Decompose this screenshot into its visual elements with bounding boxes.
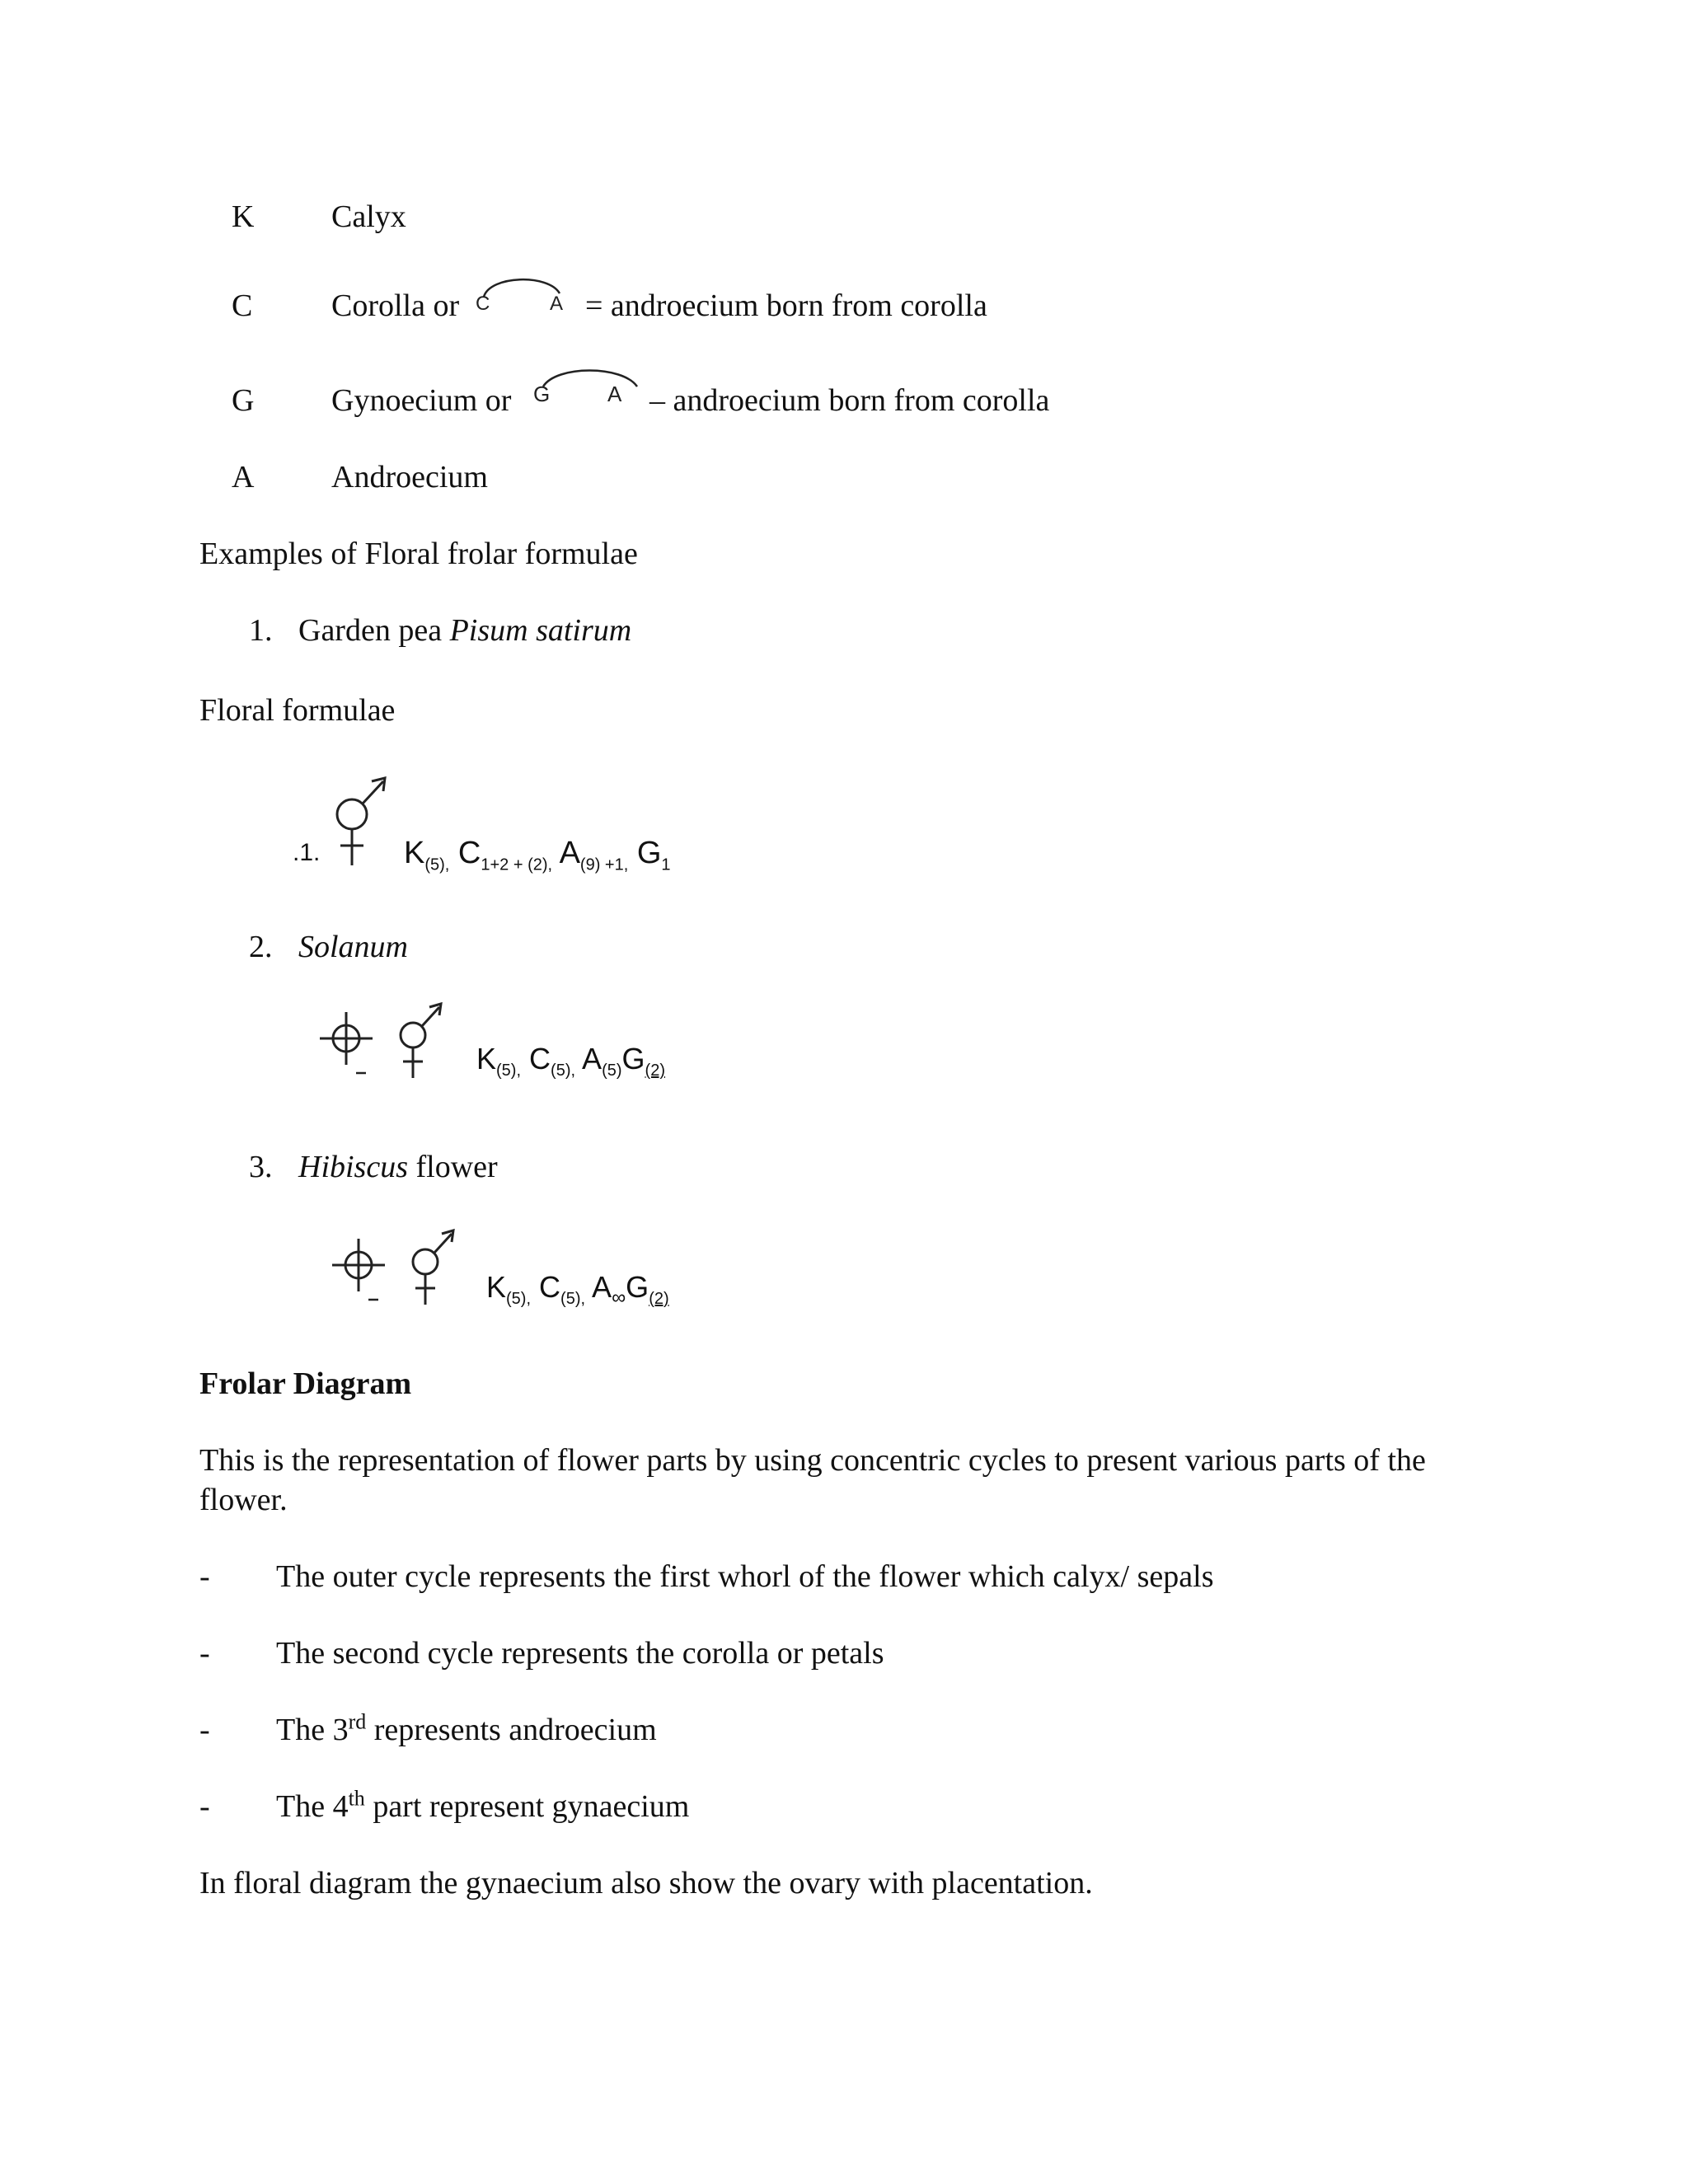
example-3-species: Hibiscus	[298, 1150, 408, 1184]
closing-sentence: In floral diagram the gynaecium also show the ovary with placentation.	[199, 1866, 1093, 1900]
bullet-4-text-pre: The 4	[276, 1789, 349, 1824]
formula-2-k: K	[476, 1042, 497, 1076]
formula-1-k: K	[404, 836, 425, 870]
gynoecium-androecium-arc-symbol	[532, 367, 647, 413]
formula-1-g: G	[636, 836, 662, 870]
legend-text-corolla: Corolla or	[331, 288, 460, 323]
formula-1-c-count: 1+2 + (2),	[481, 855, 553, 874]
arc-symbol-a: A	[607, 382, 622, 406]
legend-text-calyx: Calyx	[331, 199, 406, 234]
formula-2-a: A	[582, 1042, 603, 1076]
legend-text-androecium: Androecium	[331, 460, 488, 494]
bullet-3-text-post: represents androecium	[366, 1713, 657, 1747]
legend-text-gynoecium: Gynoecium or	[331, 383, 512, 418]
legend-text-gynoecium-meaning: – androecium born from corolla	[649, 383, 1050, 418]
bullet-4-text-post: part represent gynaecium	[364, 1789, 690, 1824]
bisexual-symbol-icon	[392, 997, 457, 1088]
formula-3-expression	[486, 1270, 669, 1310]
actinomorphic-symbol-icon	[313, 1004, 379, 1078]
bisexual-symbol-icon	[404, 1224, 470, 1315]
bullet-2-dash: -	[199, 1636, 210, 1671]
bisexual-symbol-icon	[326, 766, 400, 874]
formula-1-c: C	[457, 836, 481, 870]
arc-symbol-g: G	[533, 382, 551, 406]
formula-2	[313, 997, 742, 1096]
bullet-2-text: The second cycle represents the corolla or petals	[276, 1636, 884, 1671]
legend-letter-c: C	[232, 288, 253, 323]
bullet-4-text	[276, 1788, 689, 1825]
formula-1-k-count: (5),	[424, 855, 450, 874]
example-3-common-name: flower	[415, 1150, 498, 1184]
bullet-1-dash: -	[199, 1559, 210, 1594]
formula-1-g-count: 1	[661, 855, 671, 874]
formula-3-g: G	[626, 1270, 649, 1304]
bullet-4-superscript: th	[348, 1786, 365, 1811]
formula-2-a-count: (5)	[602, 1062, 622, 1080]
diagram-heading: Frolar Diagram	[199, 1366, 412, 1401]
floral-formulae-label: Floral formulae	[199, 693, 396, 728]
formula-2-c: C	[529, 1042, 551, 1076]
formula-1-expression	[404, 836, 671, 875]
formula-3-k: K	[486, 1270, 507, 1304]
arc-symbol-a: A	[550, 293, 564, 315]
examples-heading: Examples of Floral frolar formulae	[199, 537, 638, 571]
bullet-3-text-pre: The 3	[276, 1713, 349, 1747]
formula-3-a-count: ∞	[612, 1286, 626, 1310]
legend-letter-g: G	[232, 383, 255, 418]
formula-1	[293, 766, 754, 882]
formula-1-a-count: (9) +1,	[579, 855, 629, 874]
example-1-title	[298, 612, 631, 649]
formula-3-c-count: (5),	[560, 1290, 586, 1309]
legend-letter-k: K	[232, 199, 255, 234]
example-2-number: 2.	[249, 930, 273, 964]
legend-letter-a: A	[232, 460, 255, 494]
formula-2-c-count: (5),	[551, 1062, 576, 1080]
bullet-3-superscript: rd	[348, 1709, 367, 1734]
diagram-intro-paragraph: This is the representation of flower parts by using concentric cycles to present various parts of the flower.	[199, 1443, 1426, 1517]
bullet-3-dash: -	[199, 1713, 210, 1747]
arc-symbol-c: C	[476, 293, 490, 315]
example-1-species: Pisum satirum	[449, 613, 632, 648]
bullet-1-text: The outer cycle represents the first whorl of the flower which calyx/ sepals	[276, 1559, 1214, 1594]
example-3-number: 3.	[249, 1150, 273, 1184]
formula-2-g-count: (2)	[645, 1062, 665, 1080]
corolla-androecium-arc-symbol	[474, 272, 573, 318]
example-1-number: 1.	[249, 613, 273, 648]
formula-3-c: C	[539, 1270, 561, 1304]
bullet-4-dash: -	[199, 1789, 210, 1824]
legend-text-corolla-meaning: = androecium born from corolla	[585, 288, 987, 323]
formula-1-prefix: .1.	[293, 839, 321, 866]
formula-3	[326, 1224, 754, 1323]
formula-3-k-count: (5),	[506, 1290, 532, 1309]
actinomorphic-symbol-icon	[326, 1230, 392, 1305]
example-2-species: Solanum	[298, 930, 408, 964]
formula-3-a: A	[592, 1270, 612, 1304]
formula-1-a: A	[559, 836, 580, 870]
formula-3-g-count: (2)	[649, 1290, 669, 1309]
formula-2-expression	[476, 1042, 665, 1080]
example-3-title	[298, 1148, 498, 1186]
formula-2-k-count: (5),	[496, 1062, 522, 1080]
bullet-3-text	[276, 1711, 657, 1749]
formula-2-g: G	[621, 1042, 645, 1076]
example-1-common-name: Garden pea	[298, 613, 443, 648]
